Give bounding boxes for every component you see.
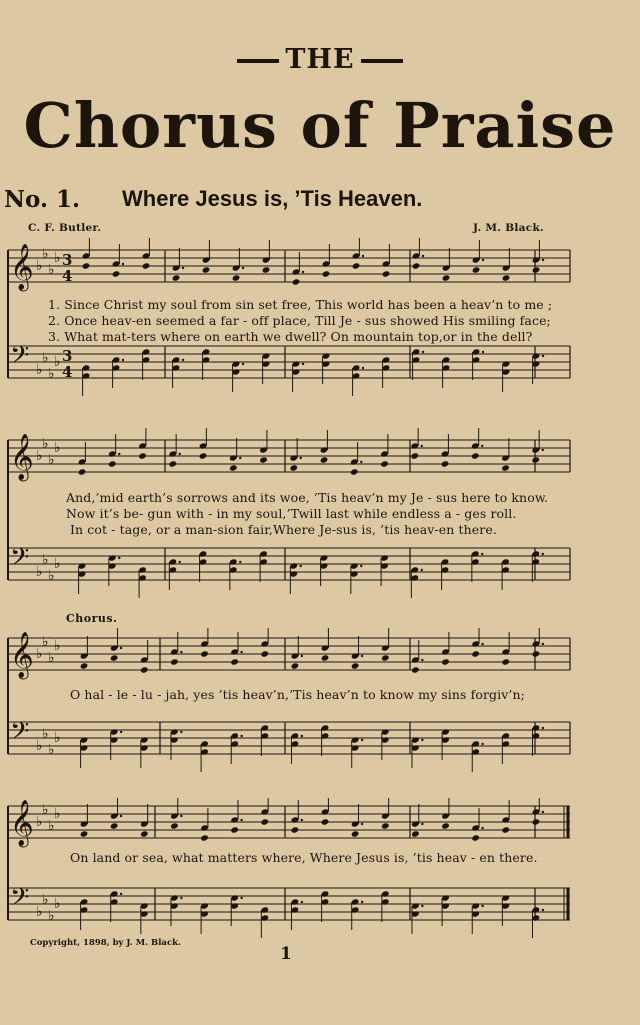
book-title: Chorus of Praise bbox=[23, 89, 617, 162]
flat-sign-icon: ♭ bbox=[36, 814, 43, 830]
music-system-3 bbox=[0, 628, 640, 788]
flat-sign-icon: ♭ bbox=[36, 564, 43, 580]
chorus-line-1: O hal - le - lu - jah, yes ’tis heav’n,’Tis heav’n to know my sins forgiv’n; bbox=[70, 687, 525, 702]
flat-sign-icon: ♭ bbox=[42, 552, 49, 568]
chorus-marking: Chorus. bbox=[66, 612, 118, 625]
page-number: 1 bbox=[280, 944, 292, 964]
flat-sign-icon: ♭ bbox=[48, 366, 55, 382]
the-label: THE bbox=[285, 44, 355, 75]
flat-sign-icon: ♭ bbox=[36, 646, 43, 662]
time-signature-bottom: 4 bbox=[62, 267, 73, 285]
flat-sign-icon: ♭ bbox=[36, 258, 43, 274]
time-signature-top: 3 bbox=[62, 347, 73, 365]
verse-3-line-1: 3. What mat-ters where on earth we dwell? On mountain top,or in the dell? bbox=[48, 329, 533, 344]
flat-sign-icon: ♭ bbox=[54, 354, 61, 370]
bass-clef-icon: 𝄢 bbox=[10, 543, 30, 578]
staff-notation-4 bbox=[0, 798, 640, 938]
flat-sign-icon: ♭ bbox=[48, 908, 55, 924]
copyright-notice: Copyright, 1898, by J. M. Black. bbox=[30, 938, 181, 948]
flat-sign-icon: ♭ bbox=[54, 440, 61, 456]
flat-sign-icon: ♭ bbox=[42, 436, 49, 452]
flat-sign-icon: ♭ bbox=[48, 742, 55, 758]
music-system-4 bbox=[0, 798, 640, 938]
flat-sign-icon: ♭ bbox=[54, 638, 61, 654]
treble-clef-icon: 𝄞 bbox=[10, 800, 34, 846]
flat-sign-icon: ♭ bbox=[36, 448, 43, 464]
flat-sign-icon: ♭ bbox=[42, 892, 49, 908]
hymn-number: No. 1. bbox=[4, 186, 80, 213]
header-rule-left bbox=[237, 59, 279, 63]
flat-sign-icon: ♭ bbox=[42, 634, 49, 650]
chorus-line-2: On land or sea, what matters where, Where Jesus is, ’tis heav - en there. bbox=[70, 850, 538, 865]
flat-sign-icon: ♭ bbox=[48, 262, 55, 278]
verse-1-line-2: And,’mid earth’s sorrows and its woe, ’Tis heav’n my Je - sus here to know. bbox=[66, 490, 549, 505]
flat-sign-icon: ♭ bbox=[48, 650, 55, 666]
flat-sign-icon: ♭ bbox=[48, 568, 55, 584]
music-system-1 bbox=[0, 238, 640, 408]
time-signature-bottom: 4 bbox=[62, 363, 73, 381]
flat-sign-icon: ♭ bbox=[36, 904, 43, 920]
flat-sign-icon: ♭ bbox=[36, 362, 43, 378]
flat-sign-icon: ♭ bbox=[42, 802, 49, 818]
flat-sign-icon: ♭ bbox=[36, 738, 43, 754]
bass-clef-icon: 𝄢 bbox=[10, 341, 30, 376]
flat-sign-icon: ♭ bbox=[48, 452, 55, 468]
flat-sign-icon: ♭ bbox=[54, 806, 61, 822]
series-header bbox=[0, 44, 640, 75]
flat-sign-icon: ♭ bbox=[54, 896, 61, 912]
flat-sign-icon: ♭ bbox=[54, 730, 61, 746]
verse-2-line-1: 2. Once heav-en seemed a far - off place, Till Je - sus showed His smiling face; bbox=[48, 313, 551, 328]
hymn-title: Where Jesus is, ’Tis Heaven. bbox=[122, 186, 423, 211]
treble-clef-icon: 𝄞 bbox=[10, 434, 34, 480]
flat-sign-icon: ♭ bbox=[42, 246, 49, 262]
verse-3-line-2: In cot - tage, or a man-sion fair,Where Je-sus is, ’tis heav-en there. bbox=[70, 522, 497, 537]
treble-clef-icon: 𝄞 bbox=[10, 244, 34, 290]
flat-sign-icon: ♭ bbox=[42, 726, 49, 742]
flat-sign-icon: ♭ bbox=[48, 818, 55, 834]
time-signature-top: 3 bbox=[62, 251, 73, 269]
bass-clef-icon: 𝄢 bbox=[10, 883, 30, 918]
music-system-2 bbox=[0, 428, 640, 608]
verse-1-line-1: 1. Since Christ my soul from sin set free, This world has been a heav’n to me ; bbox=[48, 297, 553, 312]
treble-clef-icon: 𝄞 bbox=[10, 632, 34, 678]
verse-2-line-2: Now it’s be- gun with - in my soul,’Twill last while endless a - ges roll. bbox=[66, 506, 517, 521]
flat-sign-icon: ♭ bbox=[42, 350, 49, 366]
header-rule-right bbox=[361, 59, 403, 63]
flat-sign-icon: ♭ bbox=[54, 556, 61, 572]
staff-notation-3 bbox=[0, 628, 640, 788]
lyricist-credit: C. F. Butler. bbox=[28, 222, 102, 234]
bass-clef-icon: 𝄢 bbox=[10, 717, 30, 752]
flat-sign-icon: ♭ bbox=[54, 250, 61, 266]
composer-credit: J. M. Black. bbox=[473, 222, 544, 234]
hymn-heading bbox=[4, 186, 634, 218]
